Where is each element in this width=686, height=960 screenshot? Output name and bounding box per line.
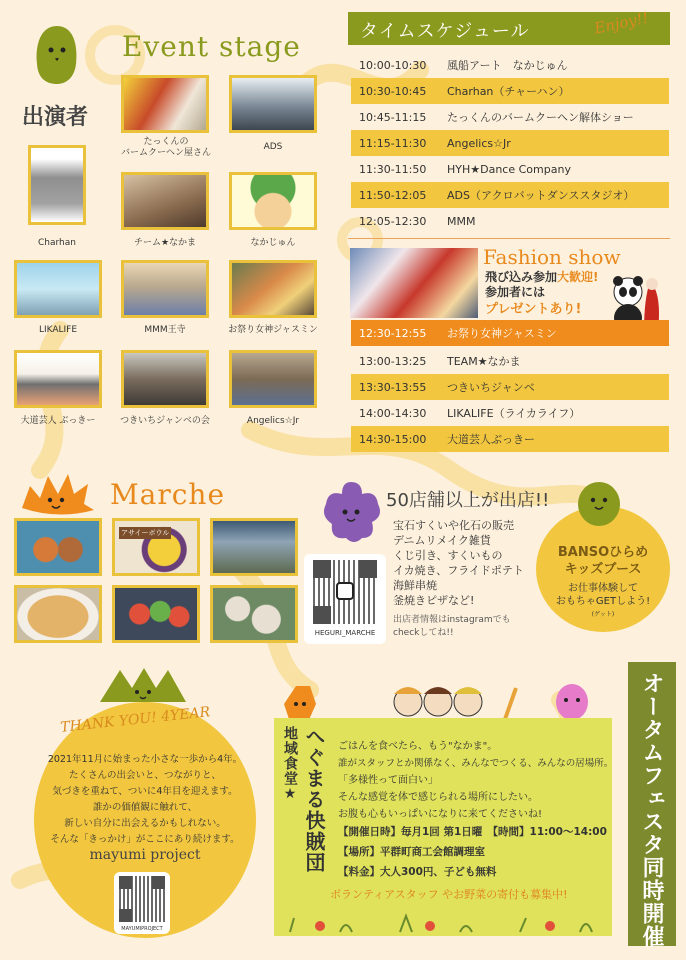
marche-note: 出店者情報はinstagramでも checkしてね!!: [393, 615, 511, 638]
marche-item: くじ引き、すくいもの: [393, 549, 503, 562]
enjoy-script: Enjoy!!: [592, 8, 651, 38]
timetable-row: 11:50-12:05 ADS（アクロバットダンススタジオ）: [351, 182, 669, 208]
canteen-name: へぐまる快賊団: [302, 726, 326, 873]
timetable-header: タイムスケジュール: [348, 12, 670, 45]
performer-caption: ADS: [263, 142, 283, 152]
marche-item: デニムリメイク雑貨: [393, 534, 491, 547]
qr-label: HEGURI_MARCHE: [314, 629, 376, 637]
timetable-row: 13:00-13:25 TEAM★なかま: [359, 354, 521, 368]
performer-photo: [14, 260, 102, 318]
timetable-row: 13:30-13:55 つきいちジャンベ: [351, 374, 669, 400]
performer-caption: Angelics☆Jr: [246, 416, 300, 426]
acai-banner-text: アサイーボウル: [121, 529, 170, 537]
timetable-row: 11:30-11:50 HYH★Dance Company: [359, 162, 571, 176]
instagram-qr[interactable]: [304, 554, 386, 644]
performer-photo: [121, 260, 209, 318]
thanks-signature: mayumi project: [89, 847, 201, 863]
performer-photo: [28, 145, 86, 225]
side-banner-text: オータムフェスタ同時開催: [639, 672, 664, 948]
vegetable-border-icon: [280, 910, 610, 934]
purple-flower-mascot-icon: [318, 478, 384, 548]
timetable-row: 10:45-11:15 たっくんのバームクーヘン解体ショー: [359, 110, 634, 124]
marche-photo: [210, 585, 298, 643]
performer-caption: 大道芸人 ぶっきー: [20, 416, 96, 426]
canteen-label: 地域食堂★: [282, 726, 298, 803]
fashion-show-title: Fashion show: [483, 245, 621, 269]
marche-item: 海鮮串焼: [393, 579, 437, 592]
instagram-icon: [336, 582, 354, 600]
timetable-row: 12:05-12:30 MMM: [359, 214, 476, 228]
timetable-row: 14:00-14:30 LIKALIFE（ライカライフ）: [359, 406, 581, 420]
marche-title: Marche: [110, 478, 226, 511]
timetable-row: 12:30-12:55 お祭り女神ジャスミン: [351, 320, 669, 346]
performer-photo: [121, 75, 209, 133]
performer-photo: [229, 172, 317, 230]
mascot-icon: [34, 24, 80, 86]
timetable-row: 10:30-10:45 Charhan（チャーハン）: [351, 78, 669, 104]
performer-photo: [121, 172, 209, 230]
performer-caption: チーム★なかま: [133, 238, 197, 248]
performer-caption: たっくんの バームクーヘン屋さん: [120, 137, 211, 158]
qr-label: MAYUMIPROJECT: [121, 926, 163, 932]
performer-caption: つきいちジャンベの会: [120, 416, 210, 426]
performers-label: 出演者: [22, 105, 89, 130]
green-mountain-mascot-icon: [98, 664, 188, 704]
fashion-line1: 飛び込み参加大歓迎!: [485, 270, 599, 284]
performer-caption: なかじゅん: [250, 238, 296, 248]
fashion-show-photo: [350, 248, 478, 318]
performer-caption: Charhan: [38, 238, 76, 248]
marche-photo: [14, 585, 102, 643]
canteen-recruit: ボランティアスタッフ やお野菜の寄付も募集中!: [330, 888, 568, 901]
fashion-line2: 参加者には: [485, 285, 546, 299]
canteen-description: ごはんを食べたら、もう"なかま"。 誰がスタッフとか関係なく、みんなでつくる、みんなの居場所。 「多様性って面白い」 そんな感覚を体で感じられる場所にしたい。 お腹も心もいっぱいになりに来てくださいね!: [338, 741, 614, 820]
performer-caption: LIKALIFE: [38, 325, 78, 335]
marche-item: 釜焼きピザなど!: [393, 594, 475, 607]
marche-photo: [210, 518, 298, 576]
marche-item: 宝石すくいや化石の販売: [393, 519, 514, 532]
performer-photo: [121, 350, 209, 408]
thanks-message: 2021年11月に始まった小さな一歩から4年。 たくさんの出会いと、つながりと、 気づきを重ねて、ついに4年目を迎えます。 誰かの価値観に触れて、 新しい自分に出会えるかもしれない。 そんな「きっかけ」がここにあり続けます。: [47, 754, 243, 845]
marche-headline: 50店舗以上が出店!!: [386, 490, 550, 511]
performer-photo: [229, 75, 317, 133]
event-stage-title: Event stage: [122, 30, 301, 63]
timetable-row: 10:00-10:30 風船アート なかじゅん: [359, 58, 568, 72]
green-mascot-icon: [574, 478, 624, 528]
marche-item: イカ焼き、フライドポテト: [393, 564, 524, 577]
fashion-line3: プレゼントあり!: [485, 302, 582, 317]
timetable-row: 11:15-11:30 Angelics☆Jr: [351, 130, 669, 156]
kids-booth-title: BANSOひらめ キッズブース: [557, 545, 649, 577]
performer-photo: [229, 260, 317, 318]
mayumi-project-qr[interactable]: [114, 872, 170, 934]
performer-photo: [14, 350, 102, 408]
performer-caption: お祭り女神ジャスミン: [228, 325, 318, 335]
performer-photo: [229, 350, 317, 408]
orange-mascot-icon: [18, 470, 96, 518]
kids-booth-desc: お仕事体験して おもちゃGETしよう! (ゲット): [555, 583, 651, 618]
canteen-details: 【開催日時】毎月1回 第1日曜 【時間】11:00～14:00 【場所】平群町商工会館調理室 【料金】大人300円、子ども無料: [338, 826, 607, 878]
marche-photo: [14, 518, 102, 576]
marche-item-list: [393, 518, 543, 608]
marche-photo: [112, 518, 200, 576]
timetable-row: 14:30-15:00 大道芸人ぶっきー: [351, 426, 669, 452]
performer-caption: MMM王寺: [144, 325, 186, 335]
marche-photo: [112, 585, 200, 643]
thanks-script: THANK YOU! 4YEAR: [59, 704, 211, 736]
